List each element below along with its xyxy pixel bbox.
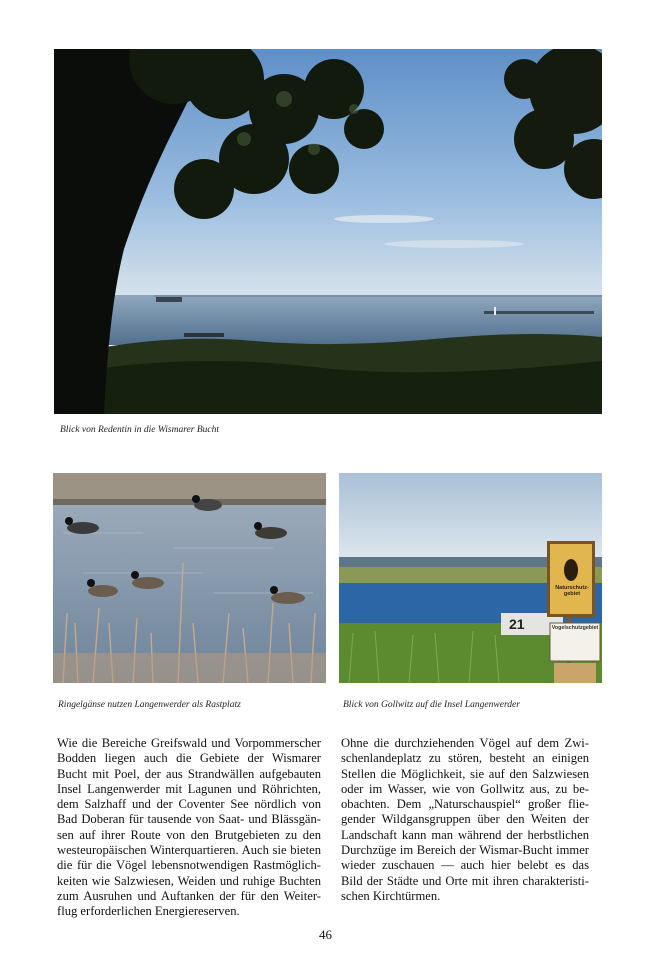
text-line: flug erforderlichen Energiereserven. — [57, 904, 240, 919]
caption-top-photo: Blick von Redentin in die Wismarer Bucht — [60, 425, 219, 435]
text-line: keiten wie Salzwiesen, Weiden und ruhige Buchten — [57, 873, 321, 888]
text-line: Stellen die Möglichkeit, sie auf den Salzwiesen — [341, 766, 589, 781]
text-line: dem Salzhaff und der Coventer See nördlich von — [57, 797, 321, 812]
text-line: Bodden liegen auch die Gebiete der Wismarer — [57, 751, 321, 766]
text-line: Ohne die durchziehenden Vögel auf dem Zwi- — [341, 736, 589, 750]
text-line: Landschaft kann man während der herbstlichen — [341, 827, 589, 842]
caption-bottom-right-photo: Blick von Gollwitz auf die Insel Langenwerder — [343, 700, 520, 710]
text-line: zum Ausruhen und Auftanken der für den Weiter- — [57, 888, 321, 903]
sign-owl-text: Naturschutz- gebiet — [555, 585, 589, 597]
text-line: obachten. Dem „Naturschauspiel“ großer flie- — [341, 797, 589, 812]
text-line: Bucht mit Poel, der aus Strandwällen aufgebauten — [57, 766, 321, 781]
text-line: Insel Langenwerder mit Lagunen und Röhrichten, — [57, 781, 321, 796]
text-line: westeuropäischen Winterquartieren. Auch sie bieten — [57, 843, 321, 858]
photo-gollwitz-view — [339, 473, 602, 683]
caption-bottom-left-photo: Ringelgänse nutzen Langenwerder als Rastplatz — [58, 700, 241, 710]
text-line: Bad Doberan für tausende von Saat- und Blässgän- — [57, 812, 321, 827]
text-left-column — [57, 736, 321, 920]
text-line: sen auf ihrer Route von den Brutgebieten zu den — [57, 827, 321, 842]
text-right-column — [341, 736, 589, 904]
text-line: schenlandeplatz zu stören, besteht an einigen — [341, 751, 589, 766]
text-line: Bild der Städte und Orte mit ihren charakteristi- — [341, 873, 589, 888]
photo-brent-geese — [53, 473, 326, 683]
sign-board-title: Vogelschutzgebiet — [551, 625, 599, 631]
text-line: Durchzüge im Bereich der Wismar-Bucht immer — [341, 843, 589, 858]
text-line: gender Wildgansgruppen über den Weiten der — [341, 812, 589, 827]
sign-number: 21 — [509, 616, 525, 632]
text-line: wieder zuschauen — auch hier belebt es das — [341, 858, 589, 873]
page-number: 46 — [319, 927, 332, 942]
text-line: schen Kirchtürmen. — [341, 888, 441, 903]
text-line: die für die Vögel lebensnotwendigen Rastmöglich- — [57, 858, 321, 873]
photo-redentin-bay — [54, 49, 602, 414]
text-line: Wie die Bereiche Greifswald und Vorpommerscher — [57, 736, 321, 750]
text-line: oder im Wasser, wie von Gollwitz aus, zu be- — [341, 781, 589, 796]
